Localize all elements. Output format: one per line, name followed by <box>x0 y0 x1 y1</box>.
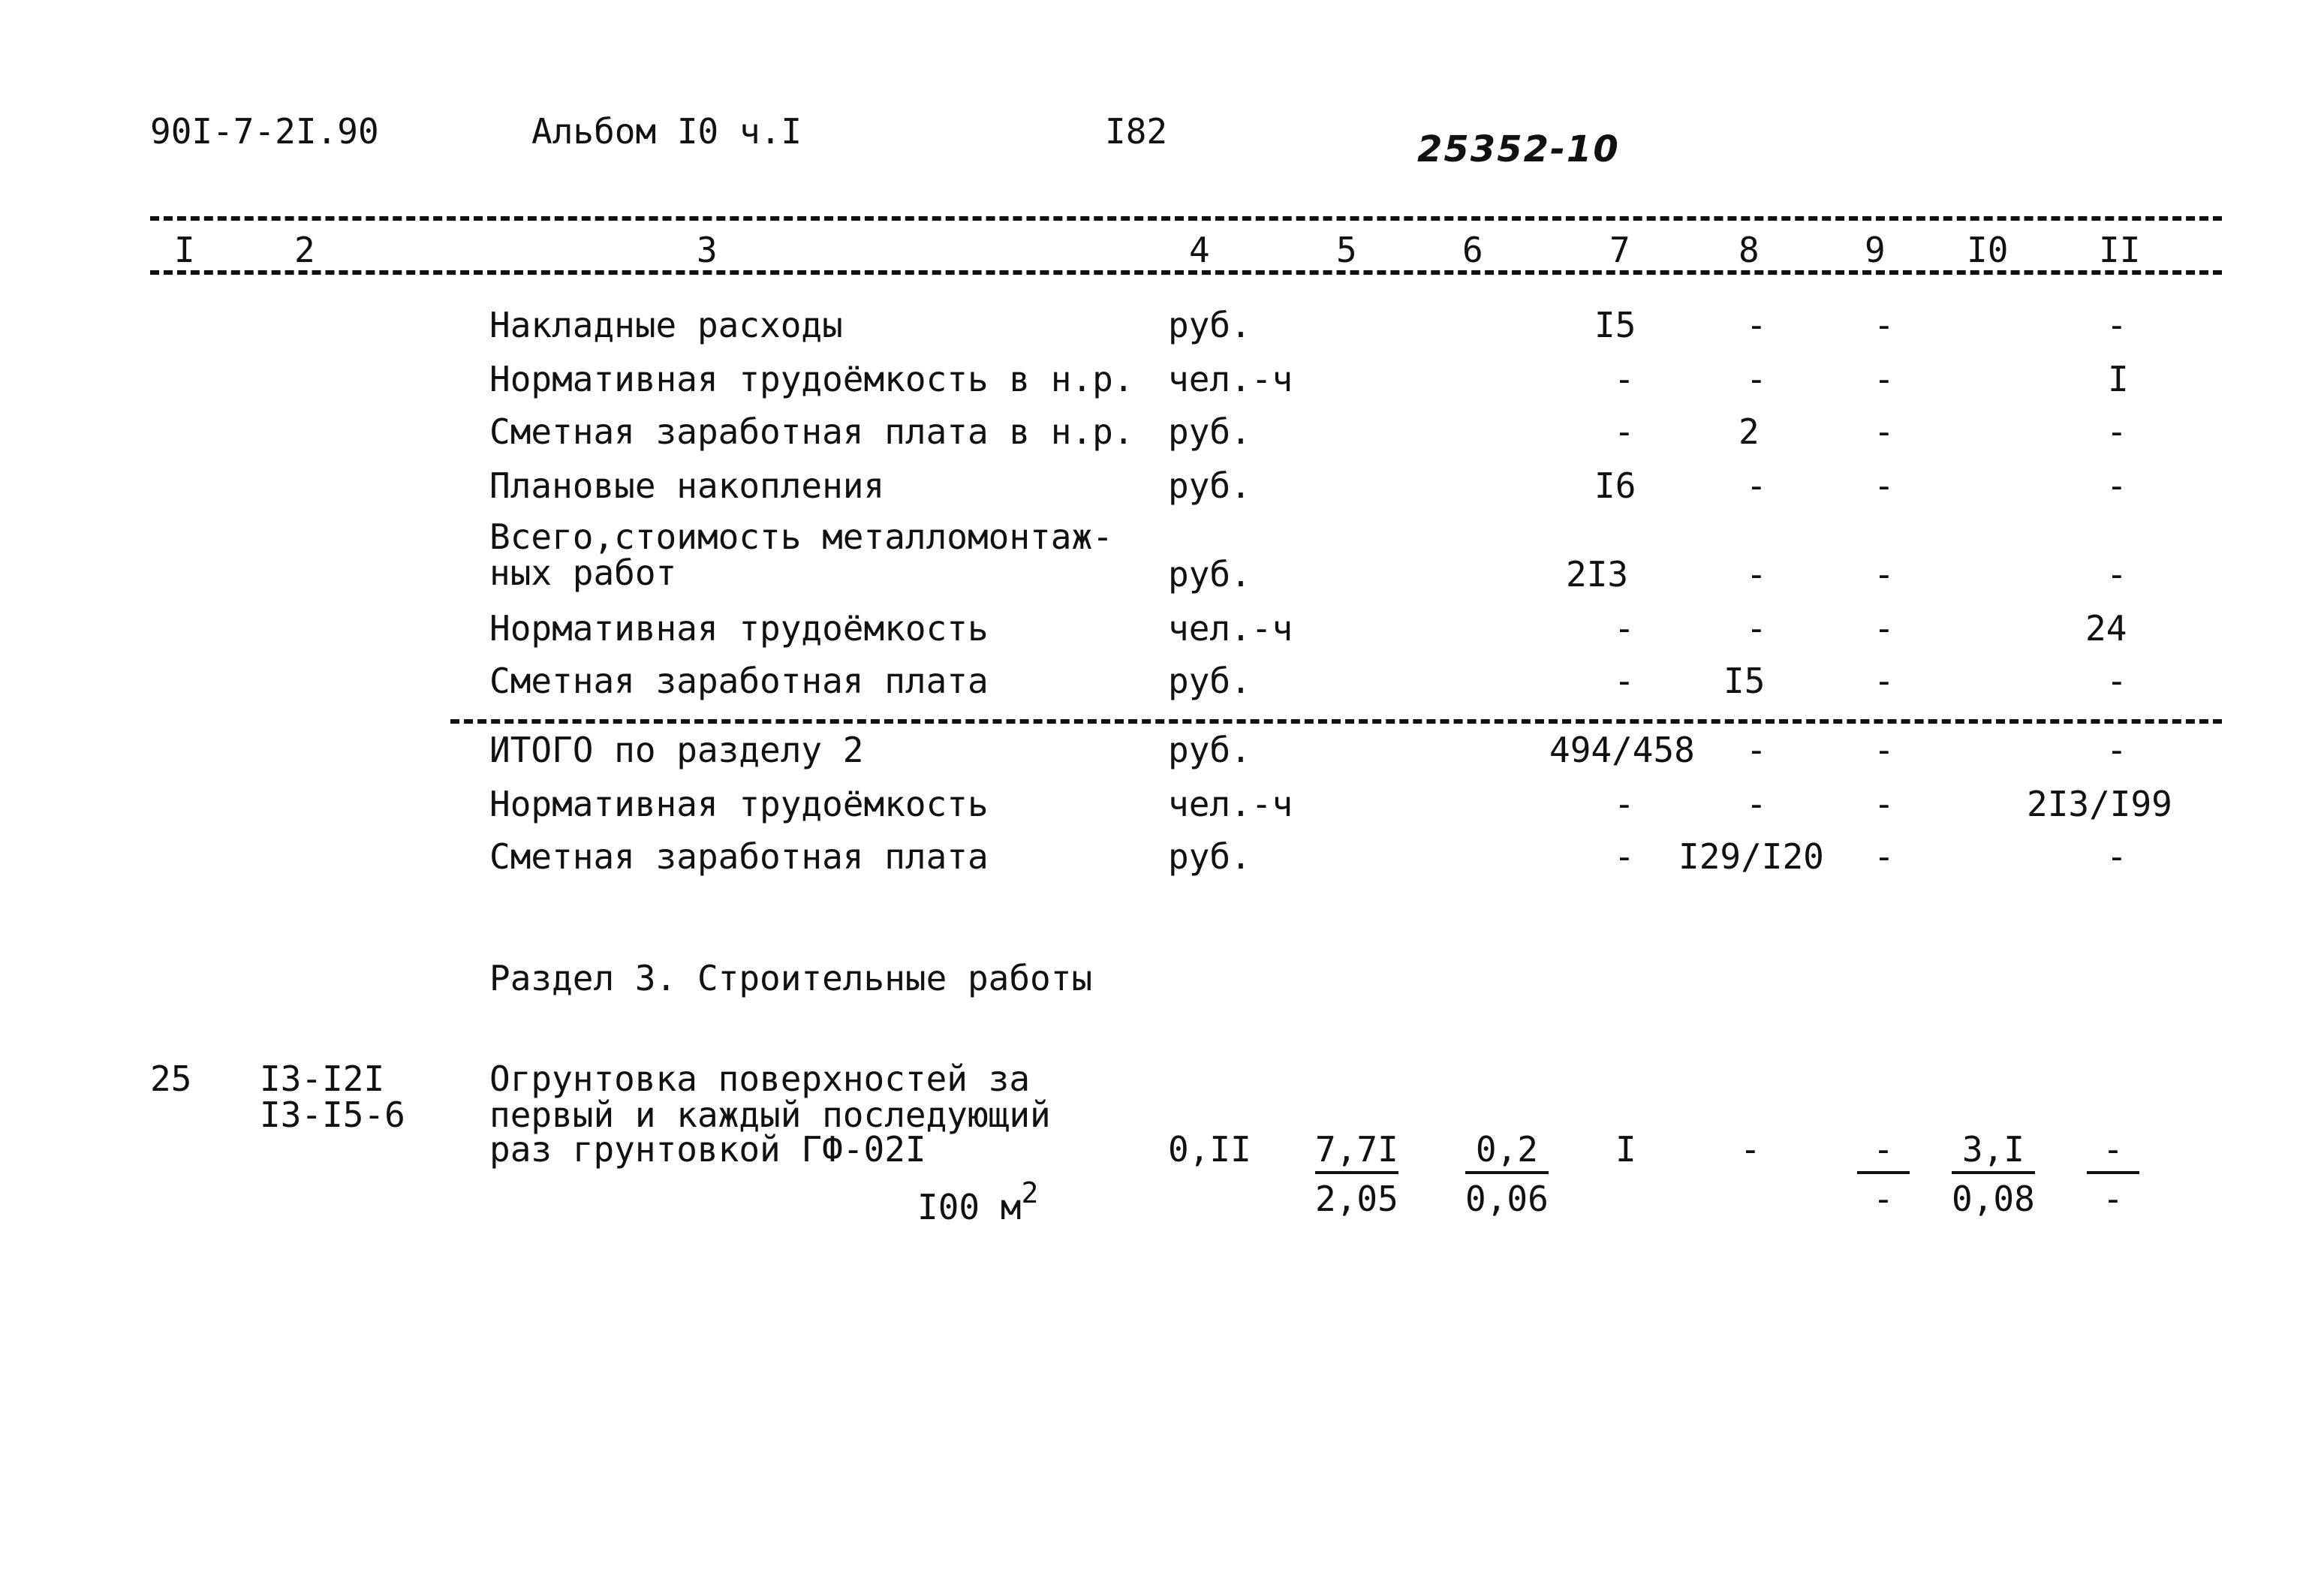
row-unit: руб. <box>1168 305 1251 345</box>
album-label: Альбом I0 ч.I <box>531 111 802 152</box>
total-unit: руб. <box>1168 836 1251 877</box>
header-top-dash <box>150 216 2222 221</box>
row-unit: чел.-ч <box>1168 608 1293 649</box>
fraction-top: 0,2 <box>1465 1132 1549 1174</box>
total-name: Сметная заработная плата <box>489 836 989 877</box>
row-c9: - <box>1874 411 1895 452</box>
row-c8: - <box>1746 554 1767 595</box>
item-c7: I <box>1615 1129 1636 1170</box>
row-name-line1: Всего,стоимость металломонтаж- <box>489 516 1113 557</box>
item-c5-fraction <box>1315 1129 1398 1219</box>
row-unit: руб. <box>1168 661 1251 701</box>
row-c8: - <box>1746 359 1767 399</box>
col-10: I0 <box>1967 230 2009 270</box>
total-c8: I29/I20 <box>1678 836 1824 877</box>
item-c10-fraction <box>1952 1129 2035 1219</box>
total-c11: 2I3/I99 <box>2027 784 2172 824</box>
total-c8: - <box>1746 784 1767 824</box>
row-name: Сметная заработная плата в н.р. <box>489 411 1134 452</box>
row-unit: руб. <box>1168 411 1251 452</box>
col-7: 7 <box>1609 230 1630 270</box>
total-c8: - <box>1746 730 1767 770</box>
item-c8: - <box>1740 1129 1761 1170</box>
row-c8: I5 <box>1723 661 1766 701</box>
item-c11-fraction <box>2087 1129 2139 1219</box>
fraction-top: 7,7I <box>1315 1132 1398 1174</box>
fraction-bottom: 0,08 <box>1952 1179 2035 1219</box>
col-5: 5 <box>1336 230 1357 270</box>
row-c11: - <box>2106 305 2127 345</box>
total-c7: - <box>1614 784 1635 824</box>
fraction-top: - <box>1857 1132 1910 1174</box>
row-name: Плановые накопления <box>489 465 885 506</box>
header-bottom-dash <box>150 270 2222 275</box>
item-unit-superscript: 2 <box>1021 1176 1039 1209</box>
row-name: Нормативная трудоёмкость в н.р. <box>489 359 1134 399</box>
row-name: Сметная заработная плата <box>489 661 989 701</box>
row-c7: - <box>1614 359 1635 399</box>
doc-code: 90I-7-2I.90 <box>150 111 379 152</box>
item-c9-fraction <box>1857 1129 1910 1219</box>
row-c9: - <box>1874 608 1895 649</box>
total-c9: - <box>1874 836 1895 877</box>
row-c7: I6 <box>1594 465 1636 506</box>
row-c11: - <box>2106 411 2127 452</box>
total-name: Нормативная трудоёмкость <box>489 784 989 824</box>
row-c7: I5 <box>1594 305 1636 345</box>
fraction-bottom: 0,06 <box>1465 1179 1549 1219</box>
page-number: I82 <box>1105 111 1168 152</box>
col-6: 6 <box>1462 230 1483 270</box>
fraction-top: - <box>2087 1132 2139 1174</box>
col-8: 8 <box>1739 230 1760 270</box>
row-c11: - <box>2106 465 2127 506</box>
item-unit-label: I00 м <box>917 1187 1022 1227</box>
handwritten-number: 25352-10 <box>1417 128 1620 170</box>
col-9: 9 <box>1865 230 1886 270</box>
total-c9: - <box>1874 784 1895 824</box>
row-c7: 2I3 <box>1566 554 1629 595</box>
section-title: Раздел 3. Строительные работы <box>489 958 1093 998</box>
row-c11: 24 <box>2085 608 2127 649</box>
col-1: I <box>174 230 195 270</box>
item-code: I3-I2I <box>260 1058 385 1099</box>
row-c7: - <box>1614 661 1635 701</box>
item-c6-fraction <box>1465 1129 1549 1219</box>
fraction-bottom: - <box>1873 1179 1894 1219</box>
item-description: первый и каждый последующий <box>489 1095 1051 1135</box>
col-3: 3 <box>697 230 718 270</box>
row-name-line2: ных работ <box>489 553 677 593</box>
row-c9: - <box>1874 554 1895 595</box>
row-unit: руб. <box>1168 554 1251 595</box>
row-c11: I <box>2108 359 2129 399</box>
row-c8: - <box>1746 465 1767 506</box>
row-c11: - <box>2106 661 2127 701</box>
row-name: Нормативная трудоёмкость <box>489 608 989 649</box>
col-2: 2 <box>294 230 315 270</box>
total-c9: - <box>1874 730 1895 770</box>
item-unit <box>917 1176 1039 1227</box>
row-c8: 2 <box>1739 411 1760 452</box>
item-number: 25 <box>150 1058 192 1099</box>
total-c7: 494/458 <box>1549 730 1695 770</box>
row-c7: - <box>1614 411 1635 452</box>
item-description: раз грунтовкой ГФ-02I <box>489 1129 926 1170</box>
total-unit: руб. <box>1168 730 1251 770</box>
fraction-bottom: 2,05 <box>1315 1179 1398 1219</box>
total-c11: - <box>2106 836 2127 877</box>
row-c8: - <box>1746 608 1767 649</box>
item-description: Огрунтовка поверхностей за <box>489 1058 1031 1099</box>
row-c9: - <box>1874 305 1895 345</box>
row-c9: - <box>1874 465 1895 506</box>
total-name: ИТОГО по разделу 2 <box>489 730 864 770</box>
row-c9: - <box>1874 359 1895 399</box>
total-unit: чел.-ч <box>1168 784 1293 824</box>
row-name: Накладные расходы <box>489 305 843 345</box>
fraction-bottom: - <box>2103 1179 2124 1219</box>
fraction-top: 3,I <box>1952 1132 2035 1174</box>
total-c7: - <box>1614 836 1635 877</box>
row-c9: - <box>1874 661 1895 701</box>
total-c11: - <box>2106 730 2127 770</box>
col-4: 4 <box>1189 230 1210 270</box>
item-quantity: 0,II <box>1168 1129 1251 1170</box>
col-11: II <box>2099 230 2141 270</box>
item-code: I3-I5-6 <box>260 1095 405 1135</box>
row-c11: - <box>2106 554 2127 595</box>
row-unit: чел.-ч <box>1168 359 1293 399</box>
row-unit: руб. <box>1168 465 1251 506</box>
row-c7: - <box>1614 608 1635 649</box>
row-c8: - <box>1746 305 1767 345</box>
totals-divider <box>450 719 2222 724</box>
